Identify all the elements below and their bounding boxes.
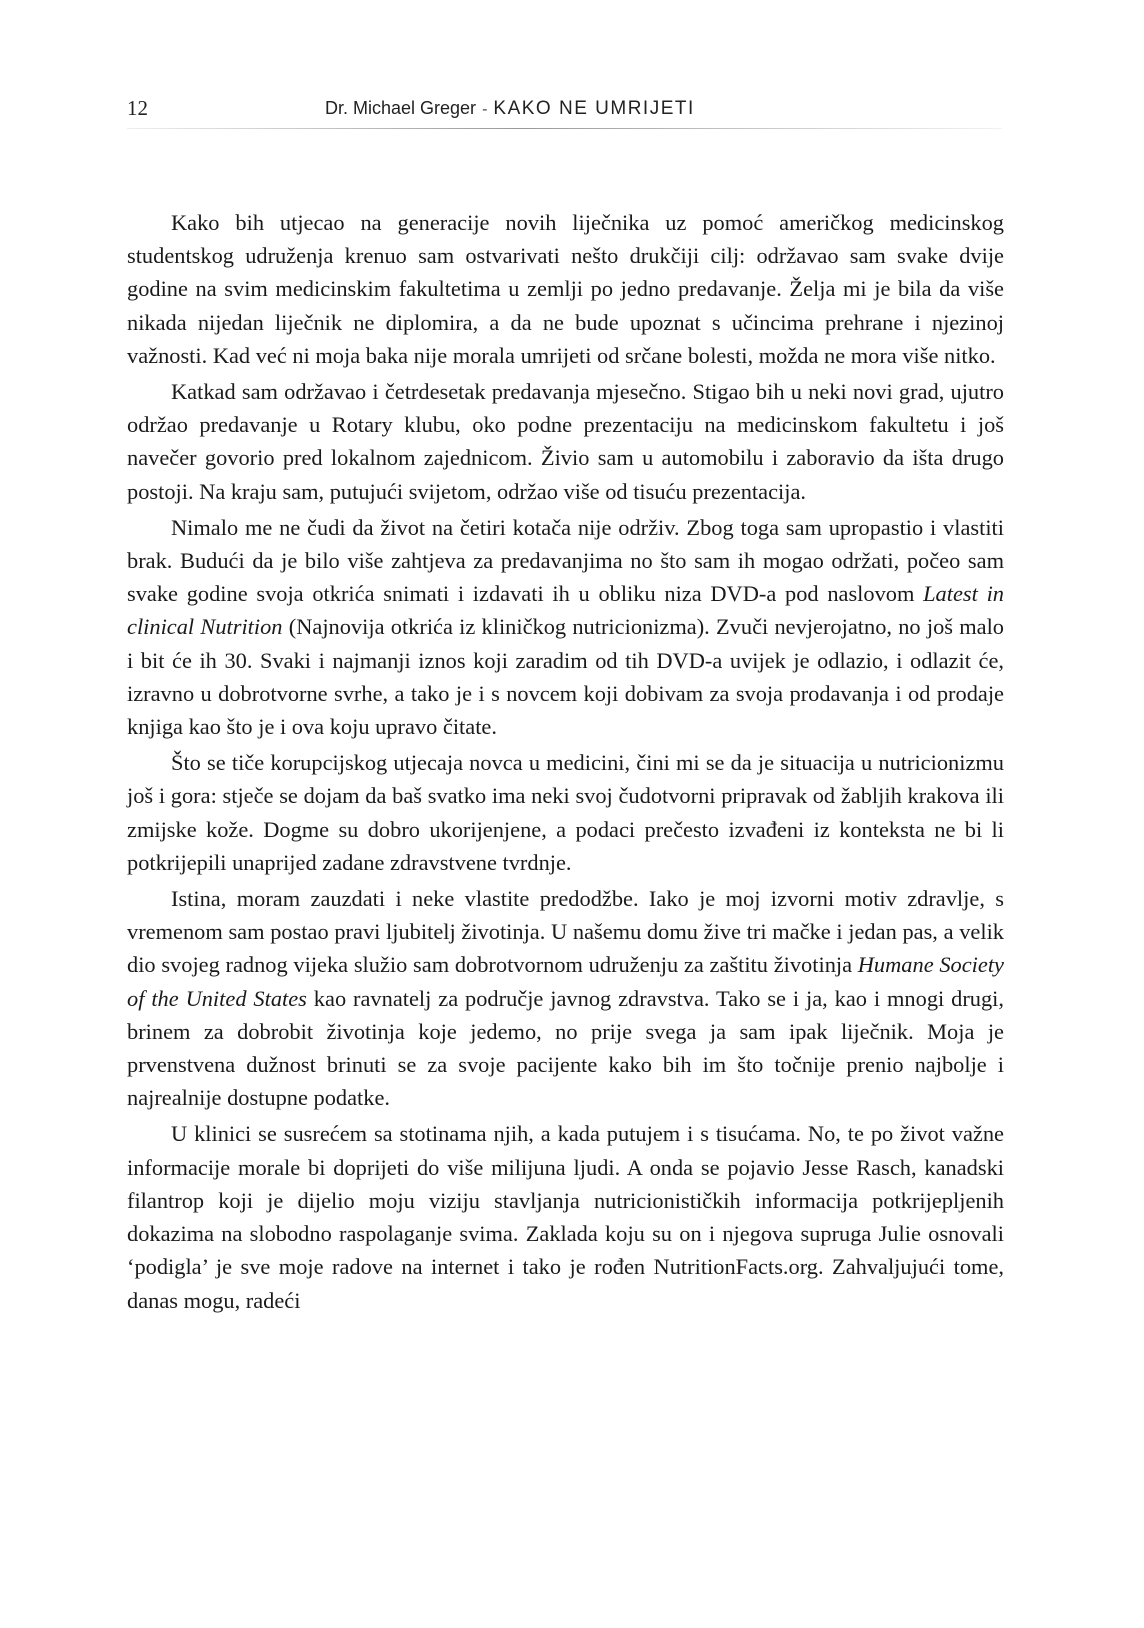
paragraph-5-text-before: Istina, moram zauzdati i neke vlastite predodžbe. Iako je moj izvorni motiv zdravlje, s vremenom sam postao pravi ljubitelj životinja. U našemu domu žive tri mačke i jedan pas, a velik dio svojeg radnog vijeka služio sam dobrotvornom udruženju za zaštitu životinja [127,886,1004,978]
paragraph-1: Kako bih utjecao na generacije novih liječnika uz pomoć američkog medicinskog studentskog udruženja krenuo sam ostvarivati nešto drukčiji cilj: održavao sam svake dvije godine na svim medicinskim fakultetima u zemlji po jedno predavanje. Želja mi je bila da više nikada nijedan liječnik ne diplomira, a da ne bude upoznat s učincima prehrane i njezinoj važnosti. Kad već ni moja baka nije morala umrijeti od srčane bolesti, možda ne mora više nitko. [127,210,1004,368]
dvd-series-title: Latest in clinical Nutrition [127,581,1004,640]
paragraph-3-text-before: Nimalo me ne čudi da život na četiri kotača nije održiv. Zbog toga sam upropastio i vlastiti brak. Budući da je bilo više zahtjeva za predavanjima no što sam ih mogao održati, počeo sam svake godine svoja otkrića snimati i izdavati ih u obliku niza DVD-a pod naslovom [127,514,1004,607]
running-title [325,98,695,120]
paragraph-6: U klinici se susrećem sa stotinama njih, a kada putujem i s tisućama. No, te po život važne informacije morale bi doprijeti do više milijuna ljudi. A onda se pojavio Jesse Rasch, kanadski filantrop koji je dijelio moju viziju stavljanja nutricionističkih informacija potkrijepljenih dokazima na slobodno raspolaganje svima. Zaklada koju su on i njegova supruga Julie osnovali ‘podigla’ je sve moje radove na internet i tako je rođen NutritionFacts.org. Zahvaljujući tome, danas mogu, radeći [127,1121,1004,1313]
author-name: Dr. Michael Greger [325,98,477,118]
header-rule [127,128,1002,129]
paragraph-3 [127,511,1004,743]
organization-name: Humane Society of the United States [127,952,1004,1011]
paragraph-3-text-after: (Najnovija otkrića iz kliničkog nutricionizma). Zvuči nevjerojatno, no još malo i bit će ih 30. Svaki i najmanji iznos koji zaradim od tih DVD-a uvijek je odlazio, i odlazit će, izravno u dobrotvorne svrhe, a tako je i s novcem koji dobivam za svoja prodavanja i od prodaje knjiga kao što je i ova koju upravo čitate. [127,614,1004,740]
body-text [127,206,1004,1317]
paragraph-2: Katkad sam održavao i četrdesetak predavanja mjesečno. Stigao bih u neki novi grad, ujutro održao predavanje u Rotary klubu, oko podne prezentaciju na medicinskom fakultetu i još navečer govorio pred lokalnom zajednicom. Živio sam u automobilu i zaboravio da išta drugo postoji. Na kraju sam, putujući svijetom, održao više od tisuću prezentacija. [127,379,1004,504]
paragraph-5-text-after: kao ravnatelj za područje javnog zdravstva. Tako se i ja, kao i mnogi drugi, brinem za dobrobit životinja koje jedemo, no prije svega ja sam ipak liječnik. Moja je prvenstvena dužnost brinuti se za svoje pacijente kako bih im što točnije prenio najbolje i najrealnije dostupne podatke. [127,985,1004,1111]
title-separator: - [482,101,488,118]
paragraph-4: Što se tiče korupcijskog utjecaja novca u medicini, čini mi se da je situacija u nutricionizmu još i gora: stječe se dojam da baš svatko ima neki svoj čudotvorni pripravak od žabljih krakova ili zmijske kože. Dogme su dobro ukorijenjene, a podaci prečesto izvađeni iz konteksta ne bi li potkrijepili unaprijed zadane zdravstvene tvrdnje. [127,750,1004,875]
paragraph-5 [127,882,1004,1114]
running-header [127,94,1002,130]
book-title: KAKO NE UMRIJETI [493,98,695,119]
page-number: 12 [127,96,148,120]
